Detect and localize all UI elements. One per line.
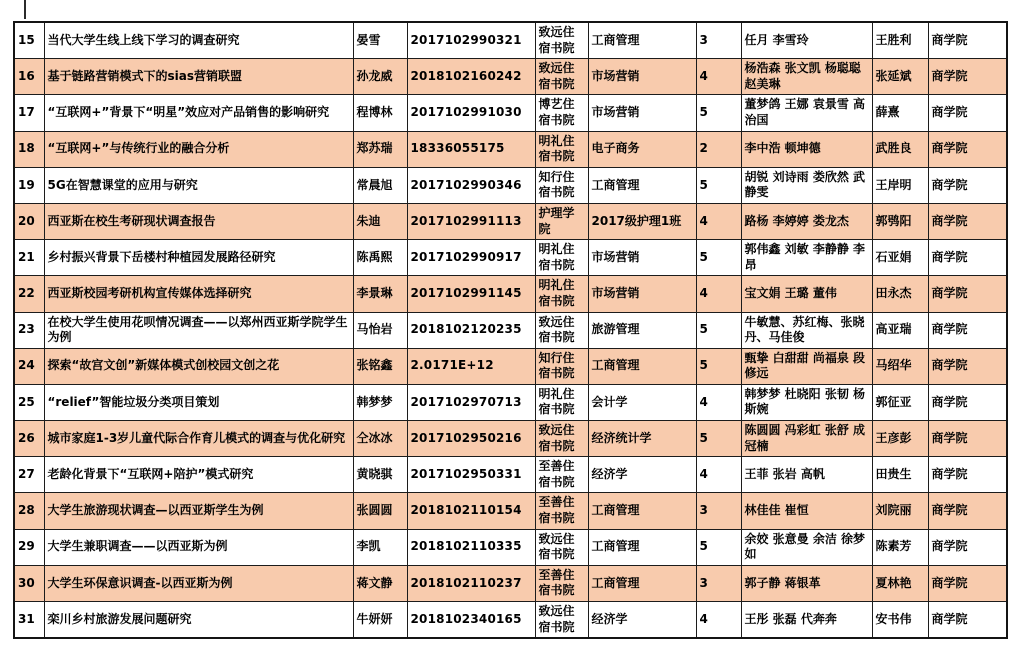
cell-title: 老龄化背景下“互联网+陪护”模式研究: [44, 457, 353, 493]
cell-members: 宝文娟 王璐 董伟: [741, 276, 872, 312]
cell-count: 4: [696, 457, 741, 493]
cell-members: 杨浩森 张文凯 杨聪聪 赵美琳: [741, 59, 872, 95]
cell-no: 15: [14, 22, 44, 59]
table-row: [14, 421, 1007, 457]
cell-title: 大学生旅游现状调查—以西亚斯学生为例: [44, 493, 353, 529]
table-row: [14, 602, 1007, 639]
cell-members: 董梦鸽 王娜 袁景雪 高治国: [741, 95, 872, 131]
cell-school: 商学院: [928, 602, 1007, 639]
cell-school: 商学院: [928, 493, 1007, 529]
cell-instructor: 郭鸮阳: [872, 203, 928, 239]
cell-leader: 蒋文静: [353, 565, 407, 601]
cell-instructor: 刘院丽: [872, 493, 928, 529]
table-row: [14, 312, 1007, 348]
cell-count: 5: [696, 95, 741, 131]
cell-instructor: 郭征亚: [872, 384, 928, 420]
cell-leader: 张铭鑫: [353, 348, 407, 384]
cell-college: 博艺住宿书院: [535, 95, 588, 131]
cell-student_id: 2017102990321: [407, 22, 535, 59]
cell-count: 5: [696, 529, 741, 565]
table-row: [14, 203, 1007, 239]
cell-leader: 仝冰冰: [353, 421, 407, 457]
cell-major: 旅游管理: [588, 312, 696, 348]
cell-leader: 郑苏瑞: [353, 131, 407, 167]
cell-student_id: 2018102120235: [407, 312, 535, 348]
cell-title: 5G在智慧课堂的应用与研究: [44, 167, 353, 203]
cell-no: 30: [14, 565, 44, 601]
cell-student_id: 2017102991145: [407, 276, 535, 312]
cell-college: 明礼住宿书院: [535, 384, 588, 420]
cell-count: 5: [696, 421, 741, 457]
cell-school: 商学院: [928, 203, 1007, 239]
cell-instructor: 田贵生: [872, 457, 928, 493]
cell-count: 4: [696, 602, 741, 639]
table-row: [14, 348, 1007, 384]
cell-leader: 马怡岩: [353, 312, 407, 348]
cell-student_id: 2017102991113: [407, 203, 535, 239]
cell-no: 18: [14, 131, 44, 167]
cell-major: 市场营销: [588, 95, 696, 131]
cell-members: 郭伟鑫 刘敏 李静静 李昂: [741, 240, 872, 276]
cell-count: 5: [696, 240, 741, 276]
cell-instructor: 石亚娟: [872, 240, 928, 276]
cell-instructor: 王岸明: [872, 167, 928, 203]
cell-college: 致远住宿书院: [535, 421, 588, 457]
cell-leader: 张圆圆: [353, 493, 407, 529]
cell-leader: 牛妍妍: [353, 602, 407, 639]
cell-major: 经济统计学: [588, 421, 696, 457]
cell-school: 商学院: [928, 240, 1007, 276]
cell-leader: 朱迪: [353, 203, 407, 239]
table-row: [14, 384, 1007, 420]
cell-student_id: 2017102990917: [407, 240, 535, 276]
cell-instructor: 陈素芳: [872, 529, 928, 565]
cell-leader: 李景琳: [353, 276, 407, 312]
cell-college: 至善住宿书院: [535, 565, 588, 601]
cell-leader: 孙龙威: [353, 59, 407, 95]
cell-school: 商学院: [928, 95, 1007, 131]
cell-college: 明礼住宿书院: [535, 131, 588, 167]
cell-college: 明礼住宿书院: [535, 276, 588, 312]
cell-no: 26: [14, 421, 44, 457]
table-row: [14, 493, 1007, 529]
cell-count: 2: [696, 131, 741, 167]
cell-instructor: 夏林艳: [872, 565, 928, 601]
cell-major: 工商管理: [588, 348, 696, 384]
cell-leader: 晏雪: [353, 22, 407, 59]
cell-student_id: 2.0171E+12: [407, 348, 535, 384]
cell-school: 商学院: [928, 22, 1007, 59]
cell-members: 余姣 张意曼 余洁 徐梦如: [741, 529, 872, 565]
cell-major: 电子商务: [588, 131, 696, 167]
table-row: [14, 22, 1007, 59]
cell-no: 23: [14, 312, 44, 348]
cell-school: 商学院: [928, 276, 1007, 312]
cell-instructor: 马绍华: [872, 348, 928, 384]
cell-members: 任月 李雪玲: [741, 22, 872, 59]
projects-table: [13, 21, 1008, 639]
cell-major: 工商管理: [588, 565, 696, 601]
cell-major: 工商管理: [588, 529, 696, 565]
cell-major: 工商管理: [588, 22, 696, 59]
cell-student_id: 2018102160242: [407, 59, 535, 95]
cell-student_id: 2018102110237: [407, 565, 535, 601]
cell-title: 当代大学生线上线下学习的调查研究: [44, 22, 353, 59]
cell-no: 21: [14, 240, 44, 276]
cell-count: 4: [696, 384, 741, 420]
cell-major: 市场营销: [588, 59, 696, 95]
cell-school: 商学院: [928, 167, 1007, 203]
cell-count: 5: [696, 167, 741, 203]
cell-major: 市场营销: [588, 240, 696, 276]
cell-title: 大学生环保意识调查-以西亚斯为例: [44, 565, 353, 601]
cell-major: 市场营销: [588, 276, 696, 312]
cell-title: 西亚斯校园考研机构宣传媒体选择研究: [44, 276, 353, 312]
cell-major: 会计学: [588, 384, 696, 420]
cell-title: 栾川乡村旅游发展问题研究: [44, 602, 353, 639]
cell-title: 在校大学生使用花呗情况调查——以郑州西亚斯学院学生为例: [44, 312, 353, 348]
cell-members: 胡锐 刘诗雨 娄欣然 武静雯: [741, 167, 872, 203]
cell-school: 商学院: [928, 59, 1007, 95]
cell-college: 致远住宿书院: [535, 312, 588, 348]
cell-leader: 陈禹熙: [353, 240, 407, 276]
cell-no: 25: [14, 384, 44, 420]
cell-student_id: 2017102991030: [407, 95, 535, 131]
cell-school: 商学院: [928, 529, 1007, 565]
cell-major: 工商管理: [588, 167, 696, 203]
cell-school: 商学院: [928, 131, 1007, 167]
cell-student_id: 2018102110154: [407, 493, 535, 529]
cell-count: 4: [696, 59, 741, 95]
cell-title: 城市家庭1-3岁儿童代际合作育儿模式的调查与优化研究: [44, 421, 353, 457]
cell-title: “互联网+”与传统行业的融合分析: [44, 131, 353, 167]
cell-members: 路杨 李婷婷 娄龙杰: [741, 203, 872, 239]
cell-leader: 李凯: [353, 529, 407, 565]
cell-title: 基于链路营销模式下的sias营销联盟: [44, 59, 353, 95]
cell-no: 20: [14, 203, 44, 239]
cell-no: 28: [14, 493, 44, 529]
cell-college: 护理学院: [535, 203, 588, 239]
cell-no: 31: [14, 602, 44, 639]
cell-count: 3: [696, 22, 741, 59]
table-row: [14, 457, 1007, 493]
cell-leader: 程博林: [353, 95, 407, 131]
cell-no: 27: [14, 457, 44, 493]
cell-college: 致远住宿书院: [535, 22, 588, 59]
table-row: [14, 59, 1007, 95]
cell-instructor: 王胜利: [872, 22, 928, 59]
cell-no: 16: [14, 59, 44, 95]
cell-count: 3: [696, 493, 741, 529]
cell-members: 林佳佳 崔恒: [741, 493, 872, 529]
cell-members: 王彤 张磊 代奔奔: [741, 602, 872, 639]
cell-student_id: 2018102110335: [407, 529, 535, 565]
cell-title: 乡村振兴背景下岳楼村种植园发展路径研究: [44, 240, 353, 276]
cell-title: 探索“故宫文创”新媒体模式创校园文创之花: [44, 348, 353, 384]
table-row: [14, 276, 1007, 312]
cell-school: 商学院: [928, 457, 1007, 493]
cell-school: 商学院: [928, 421, 1007, 457]
table-row: [14, 131, 1007, 167]
cell-count: 3: [696, 565, 741, 601]
cell-major: 2017级护理1班: [588, 203, 696, 239]
table-row: [14, 95, 1007, 131]
cell-student_id: 2017102970713: [407, 384, 535, 420]
cell-no: 24: [14, 348, 44, 384]
cell-instructor: 田永杰: [872, 276, 928, 312]
cell-members: 郭子静 蒋银革: [741, 565, 872, 601]
cell-count: 5: [696, 312, 741, 348]
cell-leader: 常晨旭: [353, 167, 407, 203]
cell-title: “互联网+”背景下“明星”效应对产品销售的影响研究: [44, 95, 353, 131]
cell-members: 李中浩 顿坤德: [741, 131, 872, 167]
cell-instructor: 武胜良: [872, 131, 928, 167]
cell-student_id: 2017102950331: [407, 457, 535, 493]
cell-members: 韩梦梦 杜晓阳 张韧 杨斯婉: [741, 384, 872, 420]
cell-college: 致远住宿书院: [535, 602, 588, 639]
cell-student_id: 2018102340165: [407, 602, 535, 639]
cell-school: 商学院: [928, 348, 1007, 384]
cell-leader: 韩梦梦: [353, 384, 407, 420]
cell-count: 5: [696, 348, 741, 384]
cell-instructor: 张延斌: [872, 59, 928, 95]
table-row: [14, 167, 1007, 203]
cell-title: 大学生兼职调查——以西亚斯为例: [44, 529, 353, 565]
crop-artifact-line: [24, 0, 26, 19]
cell-college: 致远住宿书院: [535, 529, 588, 565]
cell-no: 22: [14, 276, 44, 312]
cell-members: 陈圆圆 冯彩虹 张舒 成冠楠: [741, 421, 872, 457]
cell-major: 经济学: [588, 457, 696, 493]
cell-college: 至善住宿书院: [535, 493, 588, 529]
cell-count: 4: [696, 276, 741, 312]
cell-instructor: 高亚瑞: [872, 312, 928, 348]
cell-no: 17: [14, 95, 44, 131]
cell-major: 经济学: [588, 602, 696, 639]
cell-major: 工商管理: [588, 493, 696, 529]
cell-members: 牛敏慧、苏红梅、张晓丹、马佳俊: [741, 312, 872, 348]
cell-school: 商学院: [928, 565, 1007, 601]
cell-count: 4: [696, 203, 741, 239]
cell-college: 致远住宿书院: [535, 59, 588, 95]
cell-leader: 黄晓骐: [353, 457, 407, 493]
cell-members: 王菲 张岩 高帆: [741, 457, 872, 493]
cell-college: 至善住宿书院: [535, 457, 588, 493]
cell-school: 商学院: [928, 384, 1007, 420]
cell-title: 西亚斯在校生考研现状调查报告: [44, 203, 353, 239]
cell-no: 29: [14, 529, 44, 565]
table-row: [14, 565, 1007, 601]
cell-no: 19: [14, 167, 44, 203]
cell-instructor: 薛熹: [872, 95, 928, 131]
cell-school: 商学院: [928, 312, 1007, 348]
cell-members: 甄挚 白甜甜 尚福泉 段修远: [741, 348, 872, 384]
cell-instructor: 王彦彭: [872, 421, 928, 457]
cell-student_id: 2017102950216: [407, 421, 535, 457]
cell-instructor: 安书伟: [872, 602, 928, 639]
cell-student_id: 2017102990346: [407, 167, 535, 203]
cell-student_id: 18336055175: [407, 131, 535, 167]
cell-college: 知行住宿书院: [535, 167, 588, 203]
cell-title: “relief”智能垃圾分类项目策划: [44, 384, 353, 420]
table-row: [14, 240, 1007, 276]
table-row: [14, 529, 1007, 565]
cell-college: 明礼住宿书院: [535, 240, 588, 276]
cell-college: 知行住宿书院: [535, 348, 588, 384]
